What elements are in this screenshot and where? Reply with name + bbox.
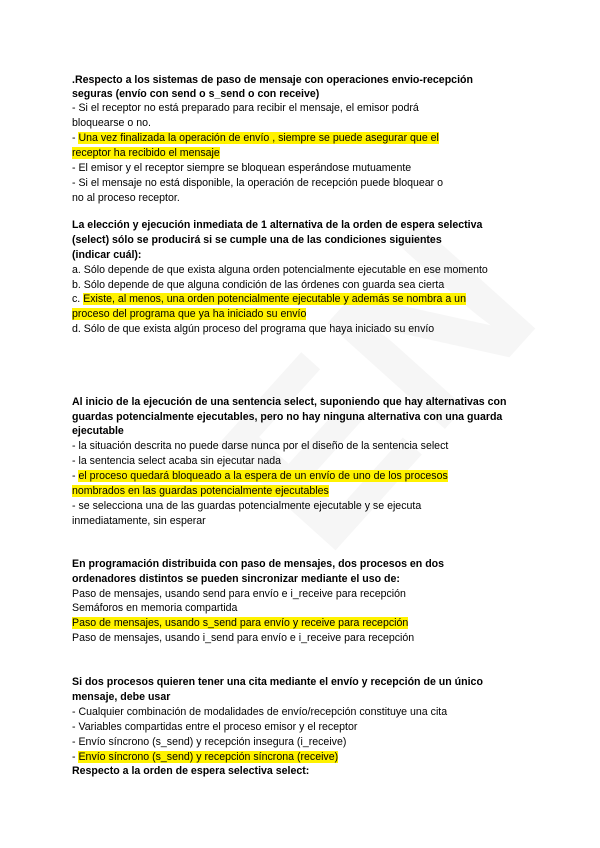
question-1-option-4-line-2: no al proceso receptor. (72, 192, 180, 204)
question-1-line-2: seguras (envío con send o s_send o con receive) (72, 88, 320, 100)
question-5-line-2: mensaje, debe usar (72, 691, 171, 703)
question-3-line-3: ejecutable (72, 425, 124, 437)
question-2-option-b: b. Sólo depende de que alguna condición de las órdenes con guarda sea cierta (72, 279, 445, 291)
question-5-option-3: - Envío síncrono (s_send) y recepción insegura (i_receive) (72, 736, 347, 748)
question-5-option-4 (72, 750, 338, 764)
highlighted-answer: Envío síncrono (s_send) y recepción síncrona (receive) (78, 751, 339, 763)
question-2-line-2: (select) sólo se producirá si se cumple una de las condiciones siguientes (72, 234, 442, 246)
question-2-option-d: d. Sólo de que exista algún proceso del programa que haya iniciado su envío (72, 323, 435, 335)
question-2-option-a: a. Sólo depende de que exista alguna orden potencialmente ejecutable en ese momento (72, 264, 488, 276)
question-1-option-1-line-1: - Si el receptor no está preparado para recibir el mensaje, el emisor podrá (72, 102, 419, 114)
question-1-option-3: - El emisor y el receptor siempre se bloquean esperándose mutuamente (72, 162, 412, 174)
highlighted-answer: el proceso quedará bloqueado a la espera de un envío de uno de los procesos (78, 470, 448, 482)
question-6-line-1: Respecto a la orden de espera selectiva select: (72, 765, 310, 777)
highlighted-answer: receptor ha recibido el mensaje (72, 147, 220, 159)
question-5-option-2: - Variables compartidas entre el proceso emisor y el receptor (72, 721, 358, 733)
question-2-option-c-line-1 (72, 292, 466, 306)
question-1-option-2-line-1 (72, 131, 439, 145)
option-prefix: c. (72, 293, 84, 305)
highlighted-answer: proceso del programa que ya ha iniciado su envío (72, 308, 307, 320)
question-1-option-4-line-1: - Si el mensaje no está disponible, la operación de recepción puede bloquear o (72, 177, 444, 189)
question-3-option-3-line-1 (72, 469, 448, 483)
question-2-line-1: La elección y ejecución inmediata de 1 alternativa de la orden de espera selectiva (72, 219, 483, 231)
question-3-option-1: - la situación descrita no puede darse nunca por el diseño de la sentencia select (72, 440, 449, 452)
question-4-option-2: Semáforos en memoria compartida (72, 602, 238, 614)
question-4-line-2: ordenadores distintos se pueden sincronizar mediante el uso de: (72, 573, 400, 585)
question-3-line-2: guardas potencialmente ejecutables, pero no hay ninguna alternativa con una guarda (72, 411, 503, 423)
question-3-option-3-line-2 (72, 484, 329, 498)
highlighted-answer: nombrados en las guardas potencialmente ejecutables (72, 485, 329, 497)
question-3-option-4-line-2: inmediatamente, sin esperar (72, 515, 206, 527)
question-2-option-c-line-2 (72, 307, 306, 321)
question-3-option-2: - la sentencia select acaba sin ejecutar nada (72, 455, 282, 467)
question-4-option-4: Paso de mensajes, usando i_send para envío e i_receive para recepción (72, 632, 415, 644)
question-4-option-3 (72, 616, 408, 630)
question-2-line-3: (indicar cuál): (72, 249, 142, 261)
highlighted-answer: Existe, al menos, una orden potencialmente ejecutable y además se nombra a un (83, 293, 466, 305)
question-1-option-1-line-2: bloquearse o no. (72, 117, 151, 129)
question-1-option-2-line-2 (72, 146, 220, 160)
question-5-option-1: - Cualquier combinación de modalidades de envío/recepción constituye una cita (72, 706, 448, 718)
highlighted-answer: Una vez finalizada la operación de envío , siempre se puede asegurar que el (78, 132, 439, 144)
highlighted-answer: Paso de mensajes, usando s_send para envío y receive para recepción (72, 617, 409, 629)
option-prefix: - (72, 132, 79, 144)
option-prefix: - (72, 470, 79, 482)
question-3-option-4-line-1: - se selecciona una de las guardas potencialmente ejecutable y se ejecuta (72, 500, 422, 512)
question-1-line-1: .Respecto a los sistemas de paso de mensaje con operaciones envio-recepción (72, 74, 473, 86)
question-4-line-1: En programación distribuida con paso de mensajes, dos procesos en dos (72, 558, 445, 570)
option-prefix: - (72, 751, 79, 763)
question-5-line-1: Si dos procesos quieren tener una cita mediante el envío y recepción de un único (72, 676, 483, 688)
question-4-option-1: Paso de mensajes, usando send para envío e i_receive para recepción (72, 588, 406, 600)
question-3-line-1: Al inicio de la ejecución de una sentencia select, suponiendo que hay alternativas con (72, 396, 507, 408)
